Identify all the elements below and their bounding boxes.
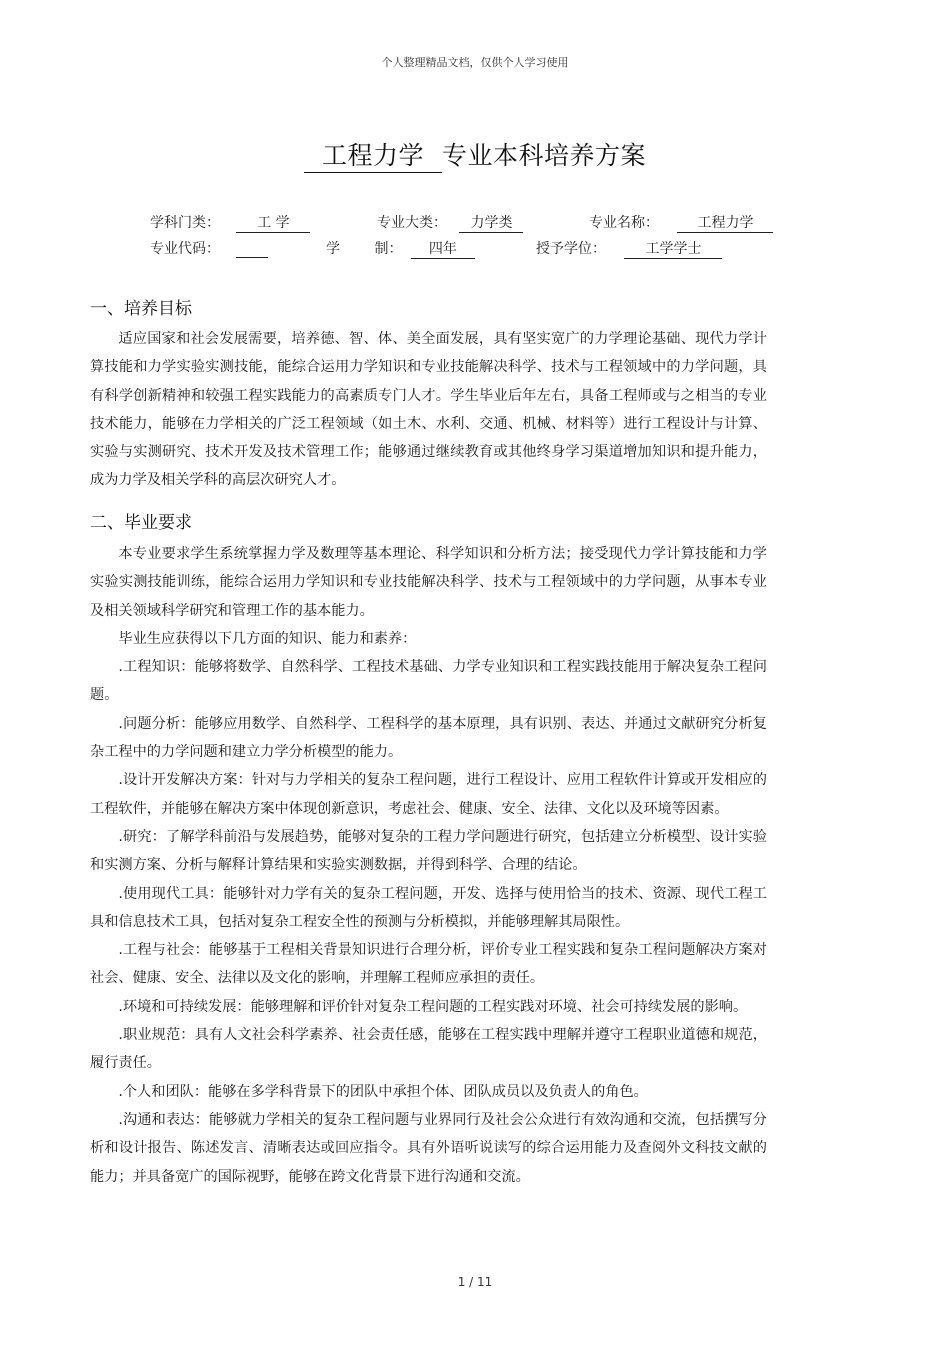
meta-duration-label-2: 制： [374,241,403,257]
list-item: .职业规范：具有人文社会科学素养、社会责任感，能够在工程实践中理解并遵守工程职业道德和规范，履行责任。 [90,1027,767,1072]
list-item: .环境和可持续发展：能够理解和评价针对复杂工程问题的工程实践对环境、社会可持续发展的影响。 [118,998,748,1015]
meta-category-value: 力学类 [459,214,523,233]
title-rest: 专业本科培养方案 [442,141,647,170]
meta-major [589,212,773,233]
meta-duration-value: 四年 [411,240,475,259]
list-item: .工程知识：能够将数学、自然科学、工程技术基础、力学专业知识和工程实践技能用于解决复杂工程问题。 [90,659,767,704]
paragraph: 适应国家和社会发展需要，培养德、智、体、美全面发展，具有坚实宽广的力学理论基础、现代力学计算技能和力学实验实测技能，能综合运用力学知识和专业技能解决科学、技术与工程领域中的力学问题，具有科学创新精神和较强工程实践能力的高素质专门人才。学生毕业后年左右，具备工程师或与之相当的专业技术能力，能够在力学相关的广泛工程领域（如土木、水利、交通、机械、材料等）进行工程设计与计算、实验与实测研究、技术开发及技术管理工作；能够通过继续教育或其他终身学习渠道增加知识和提升能力，成为力学及相关学科的高层次研究人才。 [90,331,767,489]
meta-degree-label: 授予学位： [536,241,606,257]
section-body-requirements [90,540,767,1191]
list-item: .沟通和表达：能够就力学相关的复杂工程问题与业界同行及社会公众进行有效沟通和交流，包括撰写分析和设计报告、陈述发言、清晰表达或回应指令。具有外语听说读写的综合运用能力及查阅外文科技文献的能力；并具备宽广的国际视野，能够在跨文化背景下进行沟通和交流。 [90,1111,767,1185]
section-heading-requirements: 二、毕业要求 [90,513,192,533]
page-number: 1 / 11 [457,1275,493,1289]
meta-discipline [150,212,310,233]
list-item: .研究：了解学科前沿与发展趋势，能够对复杂的工程力学问题进行研究，包括建立分析模型、设计实验和实测方案、分析与解释计算结果和实验实测数据，并得到科学、合理的结论。 [90,828,767,874]
list-item: .工程与社会：能够基于工程相关背景知识进行合理分析，评价专业工程实践和复杂工程问题解决方案对社会、健康、安全、法律以及文化的影响，并理解工程师应承担的责任。 [90,942,767,987]
meta-degree [536,238,722,259]
document-title [0,141,950,173]
meta-code-label: 专业代码： [150,241,220,257]
meta-major-value: 工程力学 [677,214,773,233]
meta-discipline-label: 学科门类： [150,215,220,231]
section-body-goals [90,325,767,495]
meta-category-label: 专业大类： [377,215,447,231]
meta-major-label: 专业名称： [589,215,659,231]
section-heading-goals: 一、培养目标 [90,299,192,319]
list-item: .设计开发解决方案：针对与力学相关的复杂工程问题，进行工程设计、应用工程软件计算或开发相应的工程软件，并能够在解决方案中体现创新意识，考虑社会、健康、安全、法律、文化以及环境等因素。 [90,772,767,817]
meta-code [150,238,268,258]
page-header-note: 个人整理精品文档，仅供个人学习使用 [381,56,569,69]
meta-duration-label-1: 学 [326,241,340,257]
meta-code-value [236,239,268,258]
paragraph: 毕业生应获得以下几方面的知识、能力和素养： [118,630,417,647]
meta-discipline-value: 工 学 [236,214,310,233]
meta-duration [326,238,475,259]
list-item: .使用现代工具：能够针对力学有关的复杂工程问题，开发、选择与使用恰当的技术、资源、现代工程工具和信息技术工具，包括对复杂工程安全性的预测与分析模拟，并能够理解其局限性。 [90,885,767,930]
meta-category [377,212,523,233]
paragraph: 本专业要求学生系统掌握力学及数理等基本理论、科学知识和分析方法；接受现代力学计算技能和力学实验实测技能训练，能综合运用力学知识和专业技能解决科学、技术与工程领域中的力学问题，从事本专业及相关领域科学研究和管理工作的基本能力。 [90,546,767,619]
list-item: .个人和团队：能够在多学科背景下的团队中承担个体、团队成员以及负责人的角色。 [118,1083,648,1100]
title-major: 工程力学 [304,141,442,173]
meta-degree-value: 工学学士 [624,240,722,259]
list-item: .问题分析：能够应用数学、自然科学、工程科学的基本原理，具有识别、表达、并通过文献研究分析复杂工程中的力学问题和建立力学分析模型的能力。 [90,715,767,761]
